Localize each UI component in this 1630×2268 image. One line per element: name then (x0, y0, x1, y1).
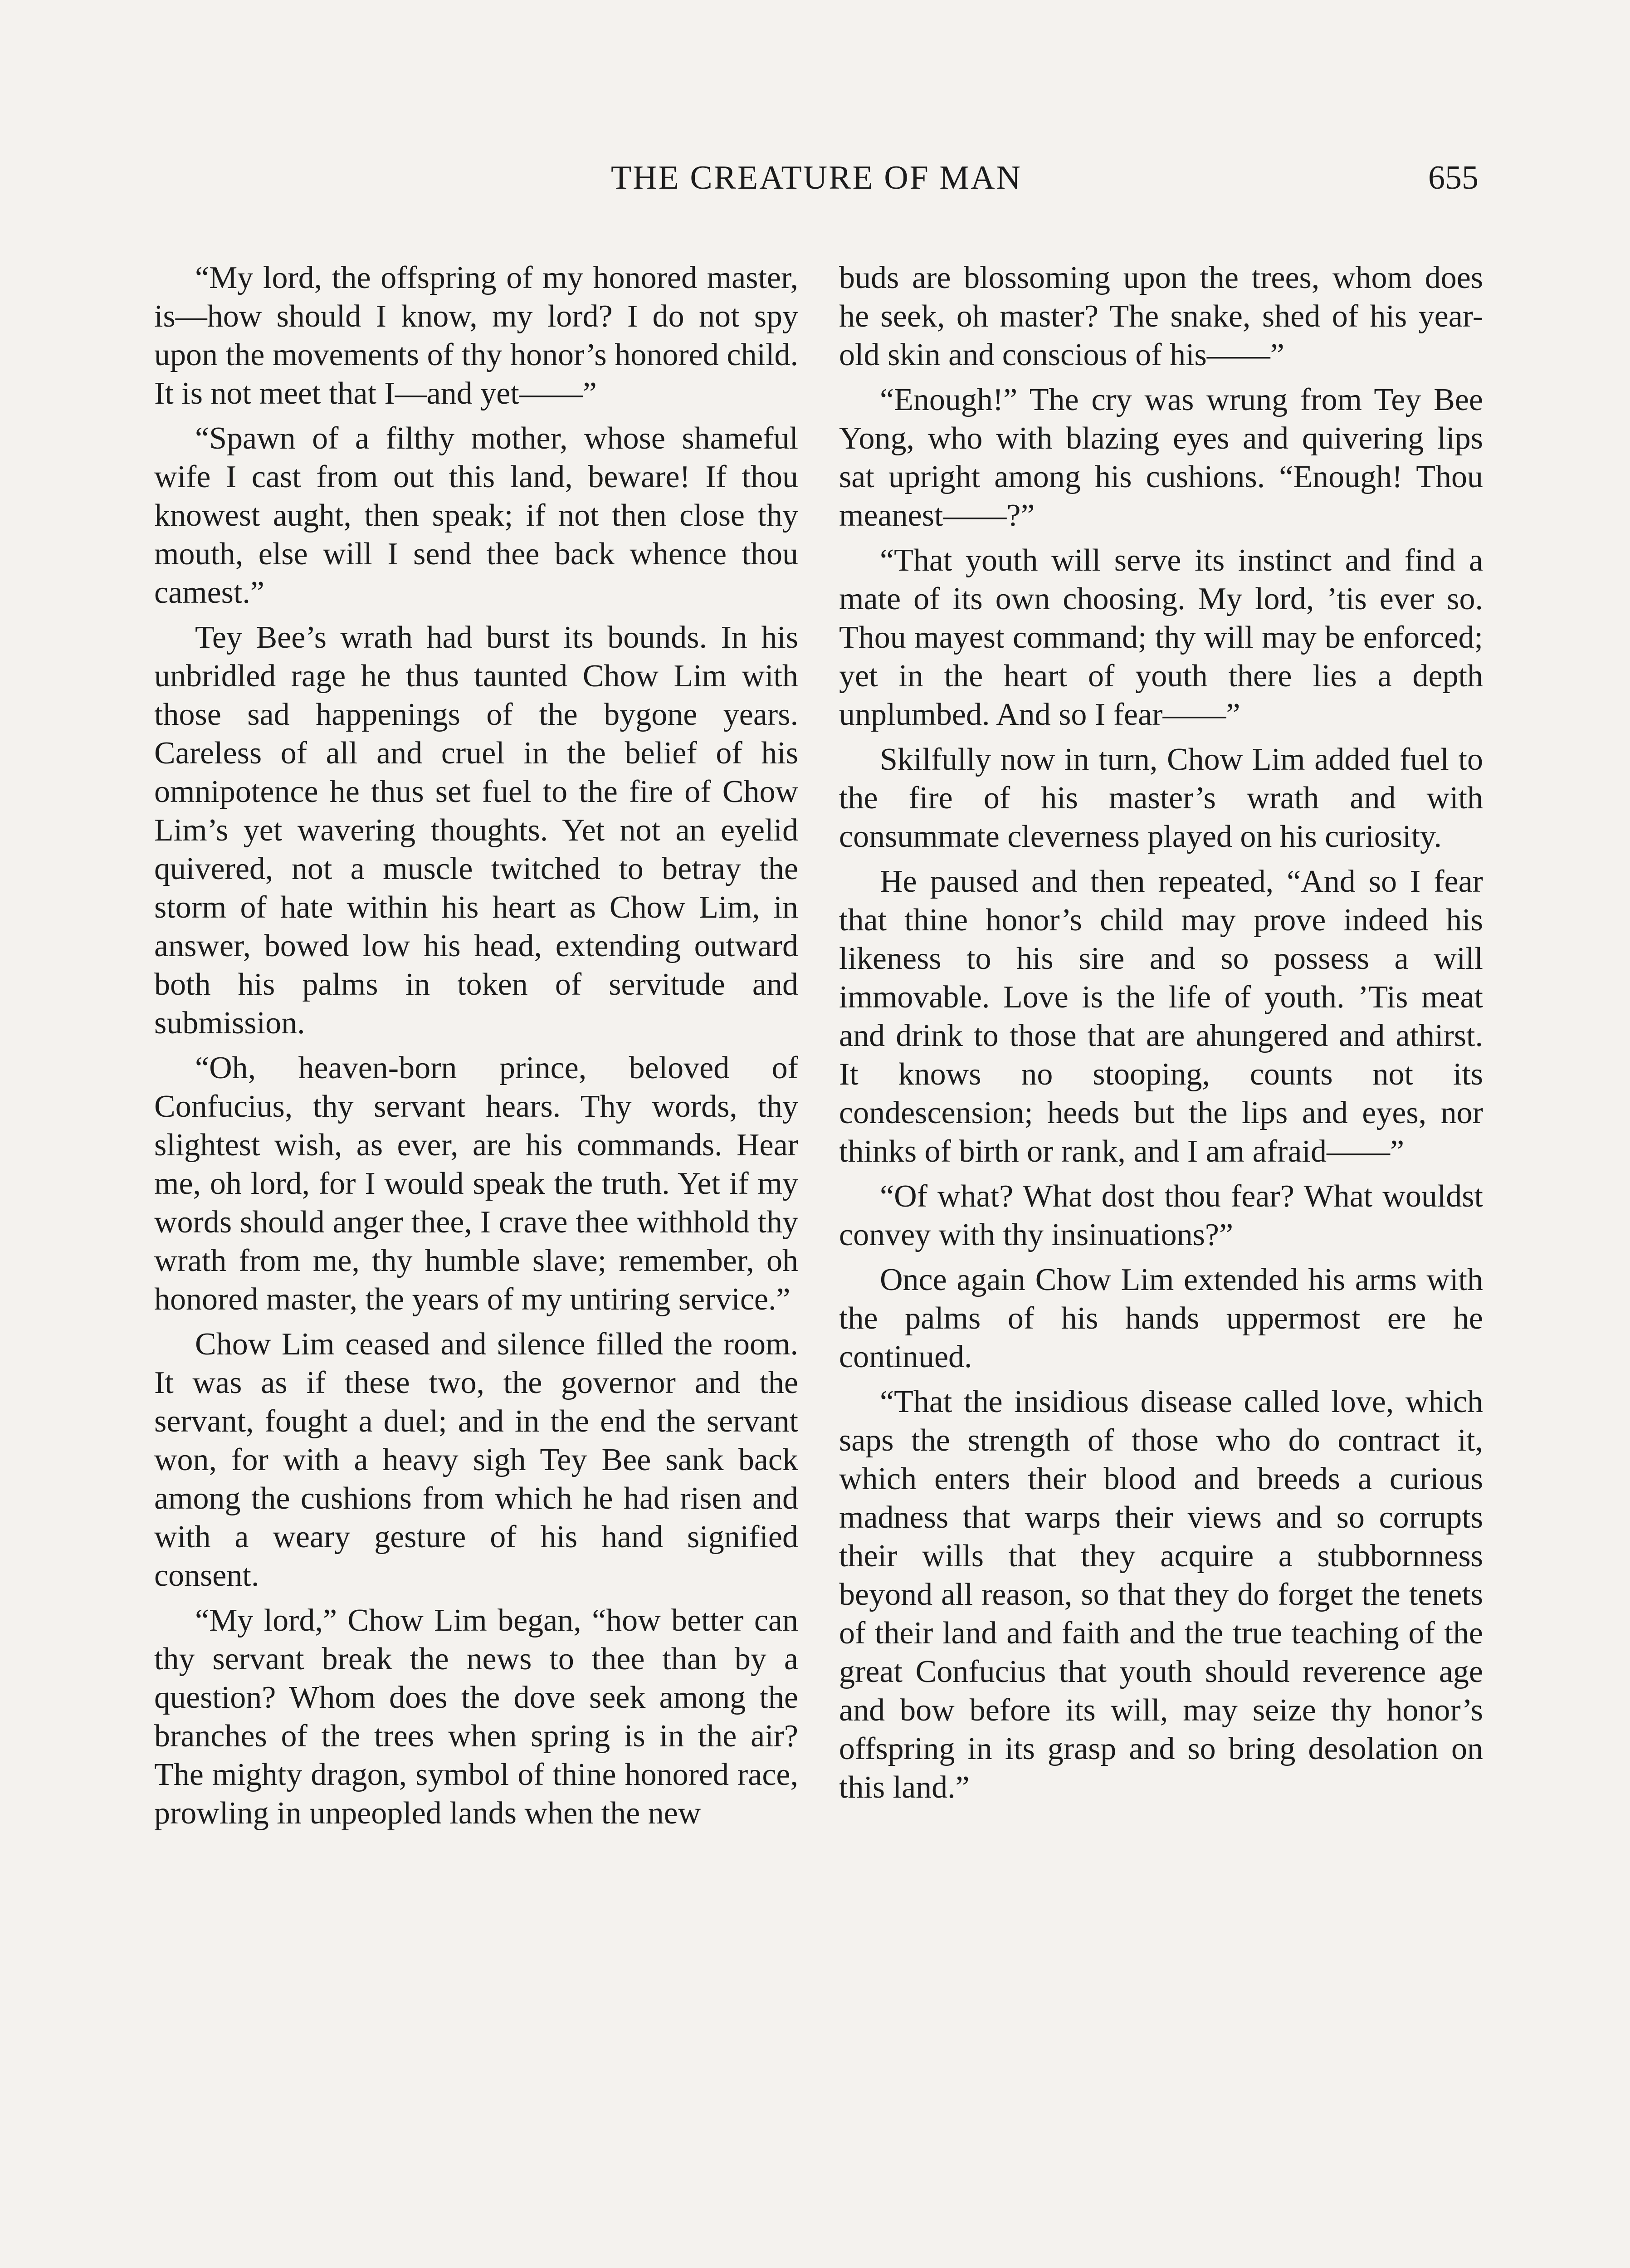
paragraph: Once again Chow Lim extended his arms with the palms of his hands uppermost ere he continued. (839, 1262, 1483, 1374)
page-number: 655 (1428, 159, 1479, 196)
paragraph: “That youth will serve its instinct and find a mate of its own choosing. My lord, ’tis ever so. Thou mayest command; thy will may be enforced; yet in the heart of youth there lies a depth unplumbed. And so I fear——” (839, 543, 1483, 732)
paragraph: He paused and then repeated, “And so I fear that thine honor’s child may prove indeed his likeness to his sire and so possess a will immovable. Love is the life of youth. ’Tis meat and drink to those that are ahungered and athirst. It knows no stooping, counts not its condescension; heeds but the lips and eyes, nor thinks of birth or rank, and I am afraid——” (839, 864, 1483, 1169)
paragraph: Skilfully now in turn, Chow Lim added fuel to the fire of his master’s wrath and with consummate cleverness played on his curiosity. (839, 742, 1483, 854)
paragraph: “Enough!” The cry was wrung from Tey Bee Yong, who with blazing eyes and quivering lips sat upright among his cushions. “Enough! Thou meanest——?” (839, 382, 1483, 533)
left-column (154, 259, 798, 1839)
paragraph: “Of what? What dost thou fear? What wouldst convey with thy insinuations?” (839, 1179, 1483, 1252)
paragraph: “Spawn of a filthy mother, whose shameful wife I cast from out this land, beware! If thou knowest aught, then speak; if not then close thy mouth, else will I send thee back whence thou camest.” (154, 421, 798, 610)
paragraph: “That the insidious disease called love, which saps the strength of those who do contract it, which enters their blood and breeds a curious madness that warps their views and so corrupts their wills that they acquire a stubbornness beyond all reason, so that they do forget the tenets of their land and faith and the true teaching of the great Confucius that youth should reverence age and bow before its will, may seize thy honor’s offspring in its grasp and so bring desolation on this land.” (839, 1384, 1483, 1805)
page-header (154, 159, 1479, 213)
right-column (839, 259, 1483, 1813)
paragraph: “My lord, the offspring of my honored master, is—how should I know, my lord? I do not spy upon the movements of thy honor’s honored child. It is not meet that I—and yet——” (154, 260, 798, 411)
running-title: THE CREATURE OF MAN (611, 159, 1022, 196)
paragraph: Chow Lim ceased and silence filled the room. It was as if these two, the governor and the servant, fought a duel; and in the end the servant won, for with a heavy sigh Tey Bee sank back among the cushions from which he had risen and with a weary gesture of his hand signified consent. (154, 1327, 798, 1593)
paragraph: Tey Bee’s wrath had burst its bounds. In his unbridled rage he thus taunted Chow Lim with those sad happenings of the bygone years. Careless of all and cruel in the belief of his omnipotence he thus set fuel to the fire of Chow Lim’s yet wavering thoughts. Yet not an eyelid quivered, not a muscle twitched to betray the storm of hate within his heart as Chow Lim, in answer, bowed low his head, extending outward both his palms in token of servitude and submission. (154, 620, 798, 1041)
paragraph: “Oh, heaven-born prince, beloved of Confucius, thy servant hears. Thy words, thy slightest wish, as ever, are his commands. Hear me, oh lord, for I would speak the truth. Yet if my words should anger thee, I crave thee withhold thy wrath from me, thy humble slave; remember, oh honored master, the years of my untiring service.” (154, 1051, 798, 1317)
paragraph: “My lord,” Chow Lim began, “how better can thy servant break the news to thee than by a question? Whom does the dove seek among the branches of the trees when spring is in the air? The mighty dragon, symbol of thine honored race, prowling in unpeopled lands when the new (154, 1603, 798, 1831)
paragraph-continued: buds are blossoming upon the trees, whom does he seek, oh master? The snake, shed of his year-old skin and conscious of his——” (839, 260, 1483, 372)
